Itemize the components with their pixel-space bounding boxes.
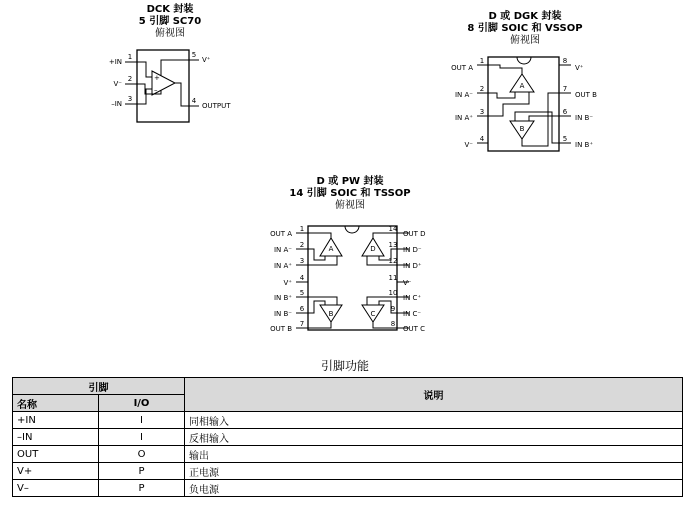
dgk-view-label: 俯视图 — [510, 35, 540, 46]
pw-pin-number: 5 — [299, 289, 305, 297]
dck-wire-plus-in — [137, 62, 152, 77]
pw-amp-b-label: B — [328, 310, 334, 318]
dck-pin-number: 5 — [191, 51, 197, 59]
dgk-pin-number: 2 — [479, 85, 485, 93]
pw-pin-number: 3 — [299, 257, 305, 265]
table-row — [13, 463, 683, 480]
dck-pin-number: 4 — [191, 97, 197, 105]
dgk-pin-number: 7 — [562, 85, 568, 93]
table-row — [13, 446, 683, 463]
pw-pin-label: IN B⁺ — [273, 294, 292, 302]
pw-subtitle: 14 引脚 SOIC 和 TSSOP — [289, 188, 411, 199]
pw-pin-number: 9 — [390, 305, 396, 313]
pw-package-body — [308, 226, 397, 330]
dgk-wire-in-b-minus — [529, 116, 559, 121]
pin-io-cell: I — [99, 412, 185, 429]
pw-pin-label: OUT A — [270, 230, 292, 238]
dgk-wire-in-a-minus — [488, 92, 515, 98]
dgk-pin-label: OUT B — [575, 91, 597, 99]
dck-opamp-plus-sign: + — [154, 74, 160, 82]
pin-io-cell: O — [99, 446, 185, 463]
pw-pin-number: 6 — [299, 305, 305, 313]
dgk-pin-number: 5 — [562, 135, 568, 143]
pw-pin-label: IN D⁻ — [403, 246, 422, 254]
dgk-pin-number: 1 — [479, 57, 485, 65]
dgk-pin-number: 4 — [479, 135, 485, 143]
pw-amp-d-label: D — [370, 245, 376, 253]
pw-pin-number: 8 — [390, 320, 396, 328]
pin-name-cell: +IN — [13, 412, 99, 429]
dgk-pin1-notch — [517, 57, 531, 64]
dgk-pin-label: IN A⁺ — [454, 114, 473, 122]
io-header: I/O — [99, 395, 185, 412]
dck-pin-label: OUTPUT — [202, 102, 231, 110]
name-header: 名称 — [13, 395, 99, 412]
pw-pin-number: 11 — [388, 274, 398, 282]
dgk-pin-label: OUT A — [451, 64, 473, 72]
table-row — [13, 480, 683, 497]
dck-pin-number: 1 — [127, 53, 133, 61]
dgk-pin-label: V⁺ — [575, 64, 584, 72]
pw-pin-label: IN A⁺ — [273, 262, 292, 270]
dgk-pin-number: 3 — [479, 108, 485, 116]
dgk-amp-b-label: B — [519, 125, 525, 133]
pin-desc-cell: 负电源 — [185, 480, 683, 497]
pin-desc-cell: 反相输入 — [185, 429, 683, 446]
pw-pin1-notch — [345, 226, 359, 233]
pin-functions-table — [12, 377, 683, 497]
pin-io-cell: I — [99, 429, 185, 446]
pw-view-label: 俯视图 — [335, 200, 365, 211]
pw-wire-in-a-minus — [308, 249, 325, 260]
dck-pin-number: 2 — [127, 75, 133, 83]
pin-group-header: 引脚 — [13, 378, 185, 395]
pin-desc-cell: 正电源 — [185, 463, 683, 480]
pw-pin-label: IN C⁻ — [403, 310, 422, 318]
dgk-subtitle: 8 引脚 SOIC 和 VSSOP — [467, 23, 583, 34]
pw-wire-in-b-minus — [308, 301, 325, 313]
pw-pin-label: IN B⁻ — [273, 310, 292, 318]
dgk-pin-number: 6 — [562, 108, 568, 116]
pw-pin-label: IN A⁻ — [273, 246, 292, 254]
dgk-wire-out-b — [519, 93, 559, 146]
dgk-pin-label: IN A⁻ — [454, 91, 473, 99]
dck-wire-output — [175, 83, 189, 106]
pw-pin-label: IN D⁺ — [403, 262, 422, 270]
pin-desc-cell: 输出 — [185, 446, 683, 463]
pw-pin-number: 14 — [388, 225, 398, 233]
pin-name-cell: V– — [13, 480, 99, 497]
dgk-pin-number: 8 — [562, 57, 568, 65]
pw-pin-number: 1 — [299, 225, 305, 233]
pin-io-cell: P — [99, 463, 185, 480]
table-row — [13, 429, 683, 446]
dck-subtitle: 5 引脚 SC70 — [138, 16, 202, 27]
table-row — [13, 412, 683, 429]
dgk-title: D 或 DGK 封装 — [488, 11, 562, 22]
pw-wire-out-b — [308, 322, 331, 328]
pw-amp-c-label: C — [370, 310, 376, 318]
dck-pin-label: V⁻ — [113, 80, 122, 88]
pw-wire-out-a — [308, 233, 331, 238]
pw-pin-label: V⁻ — [403, 279, 412, 287]
dck-view-label: 俯视图 — [155, 28, 185, 39]
pw-pin-number: 13 — [388, 241, 398, 249]
dck-pin-number: 3 — [127, 95, 133, 103]
pw-pin-label: V⁺ — [283, 279, 292, 287]
description-header: 说明 — [185, 378, 683, 412]
dgk-pin-label: IN B⁺ — [575, 141, 594, 149]
pw-pin-label: IN C⁺ — [403, 294, 422, 302]
pw-pin-label: OUT D — [403, 230, 426, 238]
pin-desc-cell: 同相输入 — [185, 412, 683, 429]
pw-pin-label: OUT C — [403, 325, 426, 333]
pw-title: D 或 PW 封装 — [316, 176, 384, 187]
pin-name-cell: OUT — [13, 446, 99, 463]
pw-pin-label: OUT B — [270, 325, 292, 333]
pw-pin-number: 12 — [388, 257, 398, 265]
dgk-wire-out-a — [488, 65, 522, 74]
dgk-pin-label: V⁻ — [464, 141, 473, 149]
pin-table-caption: 引脚功能 — [320, 359, 369, 373]
pw-pin-number: 10 — [388, 289, 398, 297]
dck-pin-label: –IN — [111, 100, 122, 108]
dck-pin-label: +IN — [108, 58, 122, 66]
pw-amp-a-label: A — [328, 245, 334, 253]
dgk-amp-a-label: A — [519, 82, 525, 90]
pin-name-cell: V+ — [13, 463, 99, 480]
dck-opamp-minus-sign: – — [154, 86, 158, 94]
pw-pin-number: 4 — [299, 274, 305, 282]
pw-pin-number: 7 — [299, 320, 305, 328]
dgk-pin-label: IN B⁻ — [575, 114, 594, 122]
pw-pin-number: 2 — [299, 241, 305, 249]
dck-title: DCK 封装 — [146, 4, 194, 15]
pin-io-cell: P — [99, 480, 185, 497]
dck-wire-vplus — [161, 60, 189, 76]
pin-name-cell: –IN — [13, 429, 99, 446]
dck-pin-label: V⁺ — [202, 56, 211, 64]
pw-wire-out-d — [373, 233, 397, 238]
